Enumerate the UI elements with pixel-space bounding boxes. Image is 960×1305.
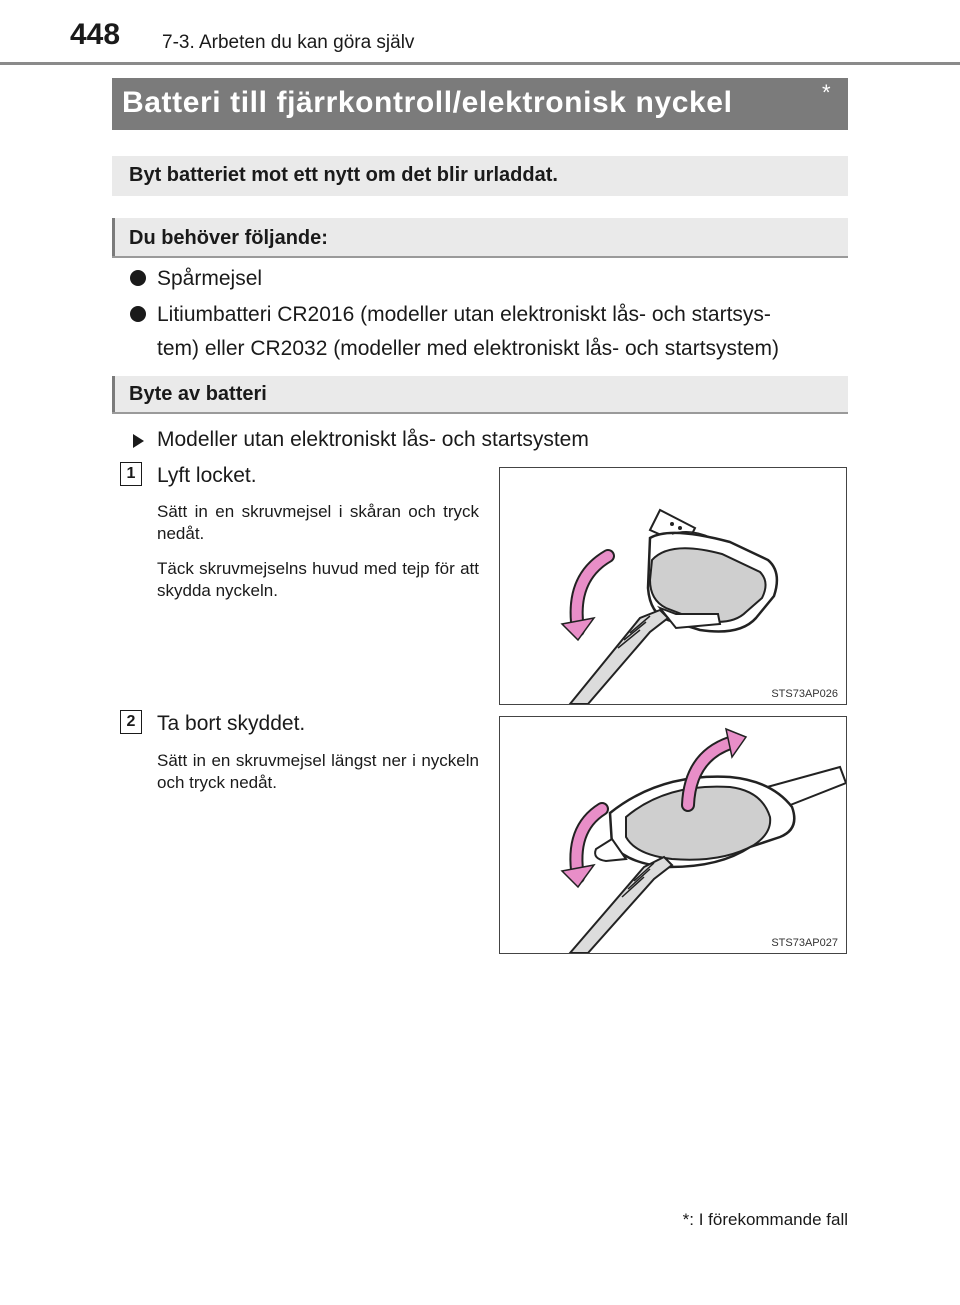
list-item	[130, 298, 850, 368]
step-number-2: 2	[120, 710, 142, 734]
list-item-text-line1: Litiumbatteri CR2016 (modeller utan elektroniskt lås- och startsys-	[157, 303, 771, 326]
page-number: 448	[70, 18, 121, 51]
list-item-text: Spårmejsel	[157, 267, 263, 290]
replace-heading-box	[112, 376, 848, 414]
section-title-bar	[112, 78, 848, 130]
step-number-1: 1	[120, 462, 142, 486]
triangle-bullet-icon	[133, 434, 144, 448]
box-accent-bar	[112, 376, 115, 414]
box-underline	[112, 256, 848, 258]
step-1-title: Lyft locket.	[157, 464, 257, 487]
intro-text: Byt batteriet mot ett nytt om det blir urladdat.	[129, 164, 558, 186]
key-illustration-2	[500, 717, 846, 953]
step-1-note-2: Täck skruvmejselns huvud med tejp för att skydda nyckeln.	[157, 559, 479, 600]
bullet-dot-icon	[130, 306, 146, 322]
model-note	[133, 428, 853, 460]
needs-heading: Du behöver följande:	[129, 227, 328, 249]
section-title: Batteri till fjärrkontroll/elektronisk nyckel	[122, 86, 733, 119]
title-asterisk: *	[822, 80, 831, 105]
replace-heading: Byte av batteri	[129, 383, 267, 405]
figure-2-label: STS73AP027	[771, 937, 838, 949]
header-divider	[0, 62, 960, 65]
needs-heading-box	[112, 218, 848, 258]
step-2-note-1: Sätt in en skruvmejsel längst ner i nyckeln och tryck nedåt.	[157, 751, 479, 792]
bullet-dot-icon	[130, 270, 146, 286]
step-1-note-1: Sätt in en skruvmejsel i skåran och tryck nedåt.	[157, 502, 479, 543]
key-illustration-1	[500, 468, 846, 704]
box-accent-bar	[112, 218, 115, 258]
footnote: *: I förekommande fall	[682, 1210, 848, 1229]
step-2-title: Ta bort skyddet.	[157, 712, 306, 735]
figure-remove-cover	[499, 716, 847, 954]
figure-lift-cover	[499, 467, 847, 705]
intro-box	[112, 156, 848, 196]
list-item-text-line2: tem) eller CR2032 (modeller med elektroniskt lås- och startsystem)	[157, 337, 780, 360]
box-underline	[112, 412, 848, 414]
model-note-text: Modeller utan elektroniskt lås- och startsystem	[157, 428, 589, 451]
figure-1-label: STS73AP026	[771, 688, 838, 700]
section-reference: 7-3. Arbeten du kan göra själv	[162, 32, 415, 53]
